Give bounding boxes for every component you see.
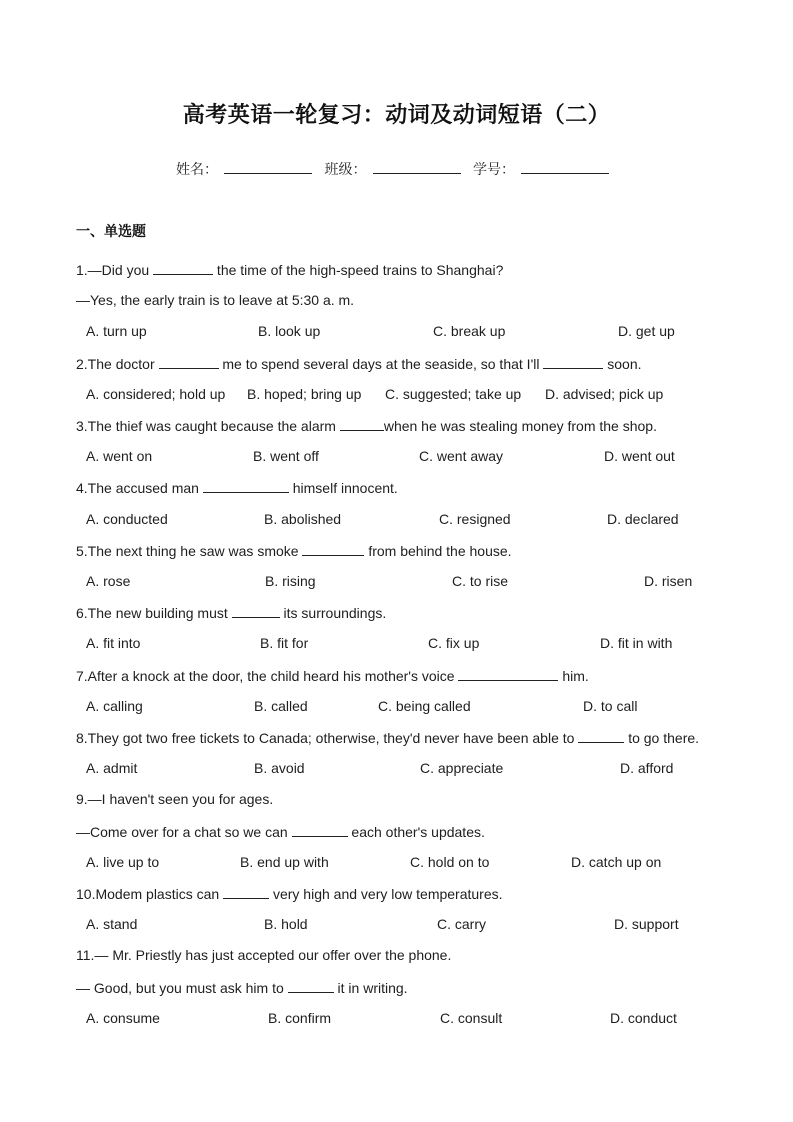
question-5-option-c: C. to rise xyxy=(452,573,509,589)
question-5-stem: 5.The next thing he saw was smoke from behind the house. xyxy=(76,543,512,559)
question-10-option-c: C. carry xyxy=(437,916,486,932)
question-6-option-a: A. fit into xyxy=(86,635,141,651)
answer-blank xyxy=(292,822,348,837)
question-10-stem: 10.Modem plastics can very high and very low temperatures. xyxy=(76,886,503,902)
question-8-option-a: A. admit xyxy=(86,760,138,776)
number-blank xyxy=(521,159,609,174)
question-1-stem: 1.—Did you the time of the high-speed trains to Shanghai? xyxy=(76,262,504,278)
question-6-option-d: D. fit in with xyxy=(600,635,673,651)
answer-blank xyxy=(340,416,384,431)
answer-blank xyxy=(458,666,558,681)
question-6-stem: 6.The new building must its surroundings. xyxy=(76,605,387,621)
question-7-option-a: A. calling xyxy=(86,698,143,714)
question-11-stem: 11.— Mr. Priestly has just accepted our offer over the phone. xyxy=(76,947,452,963)
question-4-option-b: B. abolished xyxy=(264,511,342,527)
question-8-option-d: D. afford xyxy=(620,760,674,776)
answer-blank xyxy=(203,478,289,493)
answer-blank xyxy=(223,884,269,899)
question-6-option-b: B. fit for xyxy=(260,635,309,651)
question-11-option-c: C. consult xyxy=(440,1010,503,1026)
question-4-stem: 4.The accused man himself innocent. xyxy=(76,480,398,496)
answer-blank xyxy=(543,354,603,369)
question-4-option-c: C. resigned xyxy=(439,511,511,527)
question-9-option-d: D. catch up on xyxy=(571,854,662,870)
question-1-option-a: A. turn up xyxy=(86,323,147,339)
question-3-option-d: D. went out xyxy=(604,448,675,464)
question-5-option-a: A. rose xyxy=(86,573,131,589)
question-2-stem: 2.The doctor me to spend several days at the seaside, so that I'll soon. xyxy=(76,356,642,372)
question-2-option-a: A. considered; hold up xyxy=(86,386,226,402)
question-4-option-a: A. conducted xyxy=(86,511,168,527)
question-5-option-b: B. rising xyxy=(265,573,316,589)
question-1-option-b: B. look up xyxy=(258,323,321,339)
class-label: 班级： xyxy=(324,162,367,178)
question-8-option-b: B. avoid xyxy=(254,760,305,776)
question-1-option-d: D. get up xyxy=(618,323,675,339)
question-9-option-a: A. live up to xyxy=(86,854,160,870)
question-3-option-b: B. went off xyxy=(253,448,319,464)
question-10-option-b: B. hold xyxy=(264,916,308,932)
question-6-option-c: C. fix up xyxy=(428,635,480,651)
question-7-option-c: C. being called xyxy=(378,698,471,714)
class-blank xyxy=(373,159,461,174)
answer-blank xyxy=(578,728,624,743)
question-11-option-b: B. confirm xyxy=(268,1010,332,1026)
question-7-stem: 7.After a knock at the door, the child heard his mother's voice him. xyxy=(76,668,589,684)
question-8-stem: 8.They got two free tickets to Canada; otherwise, they'd never have been able to to go there. xyxy=(76,730,700,746)
answer-blank xyxy=(159,354,219,369)
student-info-row xyxy=(0,159,793,179)
question-10-option-d: D. support xyxy=(614,916,679,932)
question-7-option-d: D. to call xyxy=(583,698,638,714)
section-title: 一、单选题 xyxy=(76,224,146,240)
question-11-option-a: A. consume xyxy=(86,1010,160,1026)
question-7-option-b: B. called xyxy=(254,698,308,714)
question-10-option-a: A. stand xyxy=(86,916,138,932)
question-3-stem: 3.The thief was caught because the alarm when he was stealing money from the shop. xyxy=(76,418,657,434)
question-9-option-c: C. hold on to xyxy=(410,854,490,870)
question-9-option-b: B. end up with xyxy=(240,854,329,870)
question-1-option-c: C. break up xyxy=(433,323,506,339)
name-blank xyxy=(224,159,312,174)
answer-blank xyxy=(153,260,213,275)
question-1-reply: —Yes, the early train is to leave at 5:30 a. m. xyxy=(76,292,355,308)
question-11-reply: — Good, but you must ask him to it in writing. xyxy=(76,980,408,996)
question-2-option-c: C. suggested; take up xyxy=(385,386,522,402)
question-5-option-d: D. risen xyxy=(644,573,693,589)
number-label: 学号： xyxy=(472,162,515,178)
answer-blank xyxy=(288,978,334,993)
answer-blank xyxy=(232,603,280,618)
question-8-option-c: C. appreciate xyxy=(420,760,504,776)
page-title: 高考英语一轮复习：动词及动词短语（二） xyxy=(182,103,611,128)
question-2-option-d: D. advised; pick up xyxy=(545,386,664,402)
question-2-option-b: B. hoped; bring up xyxy=(247,386,362,402)
question-11-option-d: D. conduct xyxy=(610,1010,677,1026)
question-9-stem: 9.—I haven't seen you for ages. xyxy=(76,791,274,807)
question-9-reply: —Come over for a chat so we can each other's updates. xyxy=(76,824,485,840)
question-4-option-d: D. declared xyxy=(607,511,679,527)
question-3-option-a: A. went on xyxy=(86,448,153,464)
answer-blank xyxy=(302,541,364,556)
question-3-option-c: C. went away xyxy=(419,448,504,464)
name-label: 姓名： xyxy=(176,162,219,178)
